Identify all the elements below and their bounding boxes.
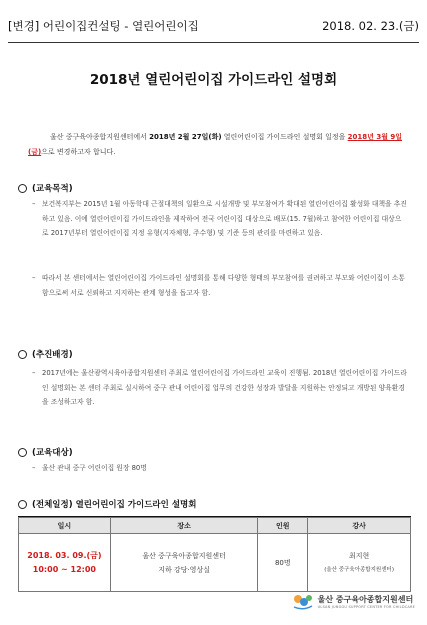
place-line-1: 울산 중구육아종합지원센터 bbox=[142, 551, 226, 560]
intro-original-date: 2018년 2월 27일(화) bbox=[149, 133, 222, 141]
cell-lecturer bbox=[308, 534, 411, 592]
intro-new-date: 2018년 3월 9일(금) bbox=[28, 133, 403, 156]
intro-text-2: 열린어린이집 가이드라인 설명회 일정을 bbox=[221, 133, 348, 141]
header-category: [변경] 어린이집컨설팅 - 열린어린이집 bbox=[8, 19, 199, 33]
lecturer-name: 최지현 bbox=[348, 551, 370, 560]
circle-bullet-icon bbox=[18, 500, 27, 509]
th-lecturer: 강사 bbox=[308, 518, 411, 534]
intro-text-1: 울산 중구육아종합지원센터에서 bbox=[50, 133, 150, 141]
cell-place bbox=[110, 534, 258, 592]
dash-icon: – bbox=[32, 274, 36, 282]
cell-datetime bbox=[19, 534, 111, 592]
purpose-bullet-1-text: 보건복지부는 2015년 1월 아동학대 근절대책의 일환으로 시설개방 및 부모참여가 확대된 열린어린이집 활성화 대책을 추진하고 있음. 이에 열린어린이집 가이드라인을 제작하여 전국 어린이집 대상으로 배포(15. 7월)하고 참여한 어린이집 대상으로 2017년부터 열린어린이집 지정 유형(지자체형, 주수형) 및 기준 등의 관리를 마련하고 있음. bbox=[42, 200, 407, 237]
purpose-bullet-2-text: 따라서 본 센터에서는 열린어린이집 가이드라인 설명회를 통해 다양한 형태의 부모참여를 권려하고 부모와 어린이집이 소통함으로써 서로 신뢰하고 지지하는 관계 형성을 돕고자 함. bbox=[42, 274, 405, 297]
schedule-table bbox=[18, 517, 411, 592]
section-target-heading bbox=[18, 446, 73, 458]
table-row bbox=[19, 534, 411, 592]
section-schedule-title: (전체일정) 열린어린이집 가이드라인 설명회 bbox=[32, 500, 197, 510]
dash-icon: – bbox=[32, 200, 36, 208]
cell-count: 80명 bbox=[258, 534, 308, 592]
intro-text-3: 으로 변경하고자 합니다. bbox=[41, 148, 116, 156]
footer-org-name: 울산 중구육아종합지원센터 bbox=[317, 594, 414, 604]
place-line-2: 지하 강당·영상실 bbox=[158, 565, 210, 574]
page-title: 2018년 열린어린이집 가이드라인 설명회 bbox=[89, 72, 338, 88]
th-place: 장소 bbox=[110, 518, 258, 534]
lecturer-org: (울산 중구육아종합지원센터) bbox=[324, 566, 395, 573]
event-date: 2018. 03. 09.(금) bbox=[27, 550, 102, 560]
th-datetime: 일시 bbox=[19, 518, 111, 534]
target-bullet-1-text: 울산 관내 중구 어린이집 원장 80명 bbox=[42, 464, 147, 472]
table-header-row bbox=[19, 518, 411, 534]
section-schedule-heading bbox=[18, 498, 196, 510]
event-time: 10:00 ~ 12:00 bbox=[32, 564, 96, 574]
circle-bullet-icon bbox=[18, 350, 27, 359]
section-purpose-title: (교육목적) bbox=[32, 184, 73, 194]
background-bullet-1-text: 2017년에는 울산광역시육아종합지원센터 주최로 열린어린이집 가이드라인 교육이 진행됨. 2018년 열린어린이집 가이드라인 설명회는 본 센터 주최로 실시하여 중구 관내 어린이집 업무의 건강한 성장과 발달을 지원하는 안정되고 개방된 양육환경을 조성하고자 함. bbox=[42, 369, 407, 406]
center-logo-icon bbox=[292, 592, 314, 610]
purpose-bullet-1 bbox=[32, 197, 407, 241]
document-header bbox=[8, 18, 419, 34]
section-purpose-heading bbox=[18, 182, 73, 194]
target-bullet-1 bbox=[32, 461, 407, 476]
footer-org-name-en: ULSAN JUNGGU SUPPORT CENTER FOR CHILDCARE bbox=[317, 604, 415, 609]
circle-bullet-icon bbox=[18, 448, 27, 457]
header-date: 2018. 02. 23.(금) bbox=[322, 19, 419, 33]
dash-icon: – bbox=[32, 464, 36, 472]
th-count: 인원 bbox=[258, 518, 308, 534]
footer-logo bbox=[292, 592, 415, 610]
section-background-heading bbox=[18, 348, 73, 360]
header-divider bbox=[8, 42, 419, 43]
purpose-bullet-2 bbox=[32, 271, 407, 300]
dash-icon: – bbox=[32, 369, 36, 377]
circle-bullet-icon bbox=[18, 184, 27, 193]
background-bullet-1 bbox=[32, 366, 407, 410]
section-target-title: (교육대상) bbox=[32, 448, 73, 458]
intro-paragraph bbox=[28, 130, 407, 160]
section-background-title: (추진배경) bbox=[32, 350, 73, 360]
